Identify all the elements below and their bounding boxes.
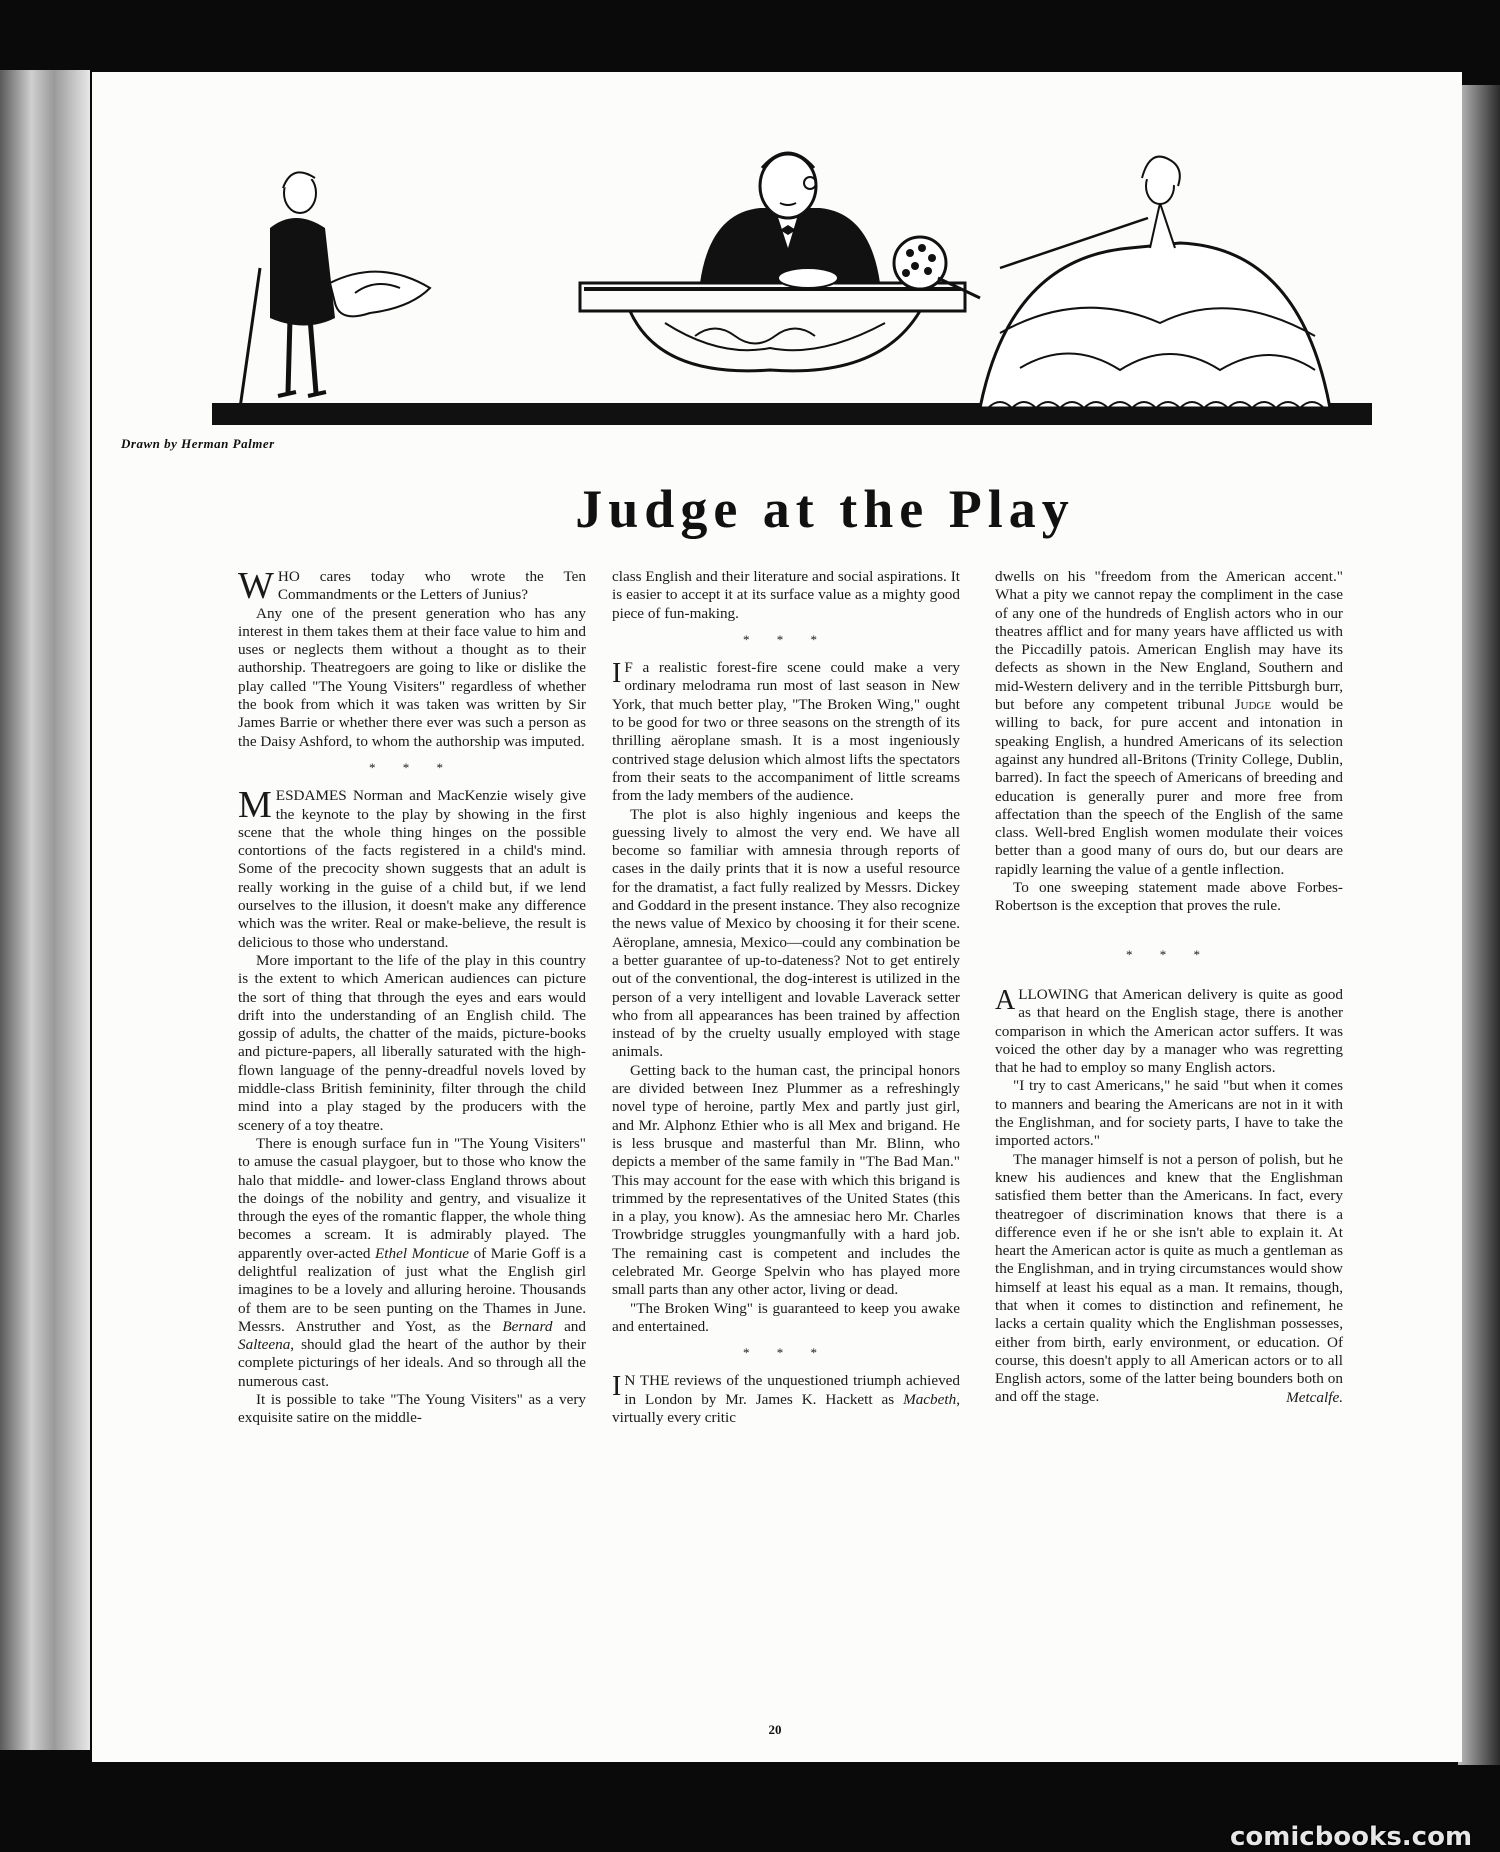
paragraph: "I try to cast Americans," he said "but when it comes to manners and bearing the Americans are not in it with the Englishman, and for society parts, I have to take the imported actors." bbox=[995, 1077, 1343, 1150]
section-divider: * * * bbox=[743, 1345, 829, 1361]
paragraph: The manager himself is not a person of polish, but he knew his audiences and knew that the Englishman satisfied them better than the Americans. In fact, every theatregoer of discrimination knows that there is a difference even if he or she isn't able to explain it. At heart the American actor is quite as much a gentleman as the Englishman, and in trying circumstances would show himself at least his equal as a man. It remains, though, that when it comes to distinction and refinement, he lacks a certain quality which the Englishman possesses, either from birth, early environment, or education. Of course, this doesn't apply to all American actors or to all English actors, some of the latter being bounders both on and off the stage. bbox=[995, 1150, 1343, 1406]
magazine-name: Judge bbox=[1234, 696, 1272, 714]
title-rest: at the Play bbox=[762, 479, 1075, 539]
page-number: 20 bbox=[768, 1722, 782, 1737]
paragraph bbox=[238, 565, 586, 607]
character-name: Salteena bbox=[238, 1336, 291, 1354]
page-title bbox=[0, 478, 1500, 540]
paragraph bbox=[995, 568, 1343, 879]
text-run: N THE reviews of the unquestioned triumph achieved in London by Mr. James K. Hackett as bbox=[624, 1372, 960, 1408]
paragraph bbox=[612, 659, 960, 805]
paragraph bbox=[612, 1372, 960, 1427]
text-run: , should glad the heart of the author by their complete picturings of her ideals. And so through all the numerous cast. bbox=[238, 1336, 586, 1390]
text-run: of Marie Goff is a delightful realization of just what the English girl imagines to be a lovely and alluring heroine. Thousands of them are to be seen punting on the Thames in June. Messrs. Anstruther and Yost, as the bbox=[238, 1244, 587, 1335]
section-divider: * * * bbox=[369, 759, 455, 775]
watermark: comicbooks.com bbox=[1230, 1822, 1473, 1852]
drop-cap: A bbox=[995, 984, 1016, 1016]
text-run: dwells on his "freedom from the American accent." What a pity we cannot repay the compliment in the case of any one of the hundreds of English actors who in our theatres afflict and for many years have afflicted us with the Piccadilly patois. American English may have its defects as shown in the New England, Southern and mid-Western delivery and in the terrible Pittsburgh burr, but before any competent tribunal bbox=[995, 568, 1343, 714]
illustration-credit: Drawn by Herman Palmer bbox=[121, 436, 275, 451]
text-run: and bbox=[552, 1317, 586, 1335]
drop-cap: M bbox=[238, 784, 272, 827]
drop-cap: W bbox=[238, 565, 274, 607]
paragraph: To one sweeping statement made above Forbes-Robertson is the exception that proves the rule. bbox=[995, 879, 1343, 915]
theatre-box-illustration bbox=[120, 108, 1392, 433]
paragraph: The plot is also highly ingenious and keeps the guessing lively to almost the very end. We have all become so familiar with amnesia through reports of cases in the daily prints that it is now a useful resource for the dramatist, a fact fully realized by Messrs. Dickey and Goddard in the present instance. They also recognize the news value of Mexico by choosing it for their scene. Aëroplane, amnesia, Mexico—could any combination be a better guarantee of up-to-dateness? Not to get entirely out of the conventional, the dog-interest is utilized in the person of a very intelligent and lovable Laverack setter who from all appearances has been trained by affection instead of by the cruelty usually employed with stage animals. bbox=[612, 805, 960, 1061]
text-run: , virtually every critic bbox=[612, 1390, 960, 1427]
paragraph: "The Broken Wing" is guaranteed to keep you awake and entertained. bbox=[612, 1299, 960, 1335]
paragraph bbox=[995, 986, 1343, 1077]
paragraph: It is possible to take "The Young Visiters" as a very exquisite satire on the middle- bbox=[238, 1391, 586, 1427]
paragraph: More important to the life of the play in this country is the extent to which American audiences can picture the sort of thing that through the eyes and ears would drift into the understanding of an English child. The gossip of adults, the chatter of the maids, picture-books and picture-papers, all liberally saturated with the high-flown language of the penny-dreadful novels loved by middle-class British femininity, filter through the child mind into a play staged by the producers with the scenery of a toy theatre. bbox=[238, 951, 586, 1134]
paragraph bbox=[238, 784, 586, 952]
section-divider: * * * bbox=[1126, 946, 1212, 962]
drop-cap: I bbox=[612, 658, 622, 690]
book-binding-left bbox=[0, 70, 90, 1750]
article-column-2 bbox=[612, 568, 960, 1427]
paragraph bbox=[238, 1135, 586, 1391]
character-name: Ethel Monticue bbox=[375, 1244, 469, 1262]
article-column-3 bbox=[995, 568, 1343, 1407]
character-name: Bernard bbox=[502, 1317, 553, 1335]
paragraph: Any one of the present generation who has any interest in them takes them at their face value to him and uses or neglects them without a thought as to their authorship. Theatregoers are going to like or dislike the play called "The Young Visiters" regardless of whether the book from which it was taken was written by Sir James Barrie or whether there ever was such a person as the Daisy Ashford, to whom the authorship was imputed. bbox=[238, 604, 586, 750]
paragraph: class English and their literature and social aspirations. It is easier to accept it at its surface value as a mighty good piece of fun-making. bbox=[612, 568, 960, 622]
text-run: would be willing to back, for pure accent and intonation in speaking English, a hundred Americans of its selection against any hundred all-Britons (Trinity College, Dublin, barred). In fact the speech of Americans of breeding and education is generally purer and more free from affectation than the speech of the English of the same class. Well-bred English women modulate their voices better than a good many of ours do, but our dears are rapidly learning the value of a gentle inflection. bbox=[995, 696, 1343, 878]
paragraph: Getting back to the human cast, the principal honors are divided between Inez Plummer as a refreshingly novel type of heroine, partly Mex and partly just girl, and Mr. Alphonz Ethier who is all Mex and brigand. He is less brusque and masterful than Mr. Blinn, who depicts a member of the same family in "The Bad Man." This may account for the ease with which this brigand is trimmed by the representatives of the United States (this in a play, you know). As the amnesiac hero Mr. Charles Trowbridge struggles youngmanfully with a hard job. The remaining cast is competent and includes the celebrated Mr. George Spelvin who has played more small parts than any other actor, living or dead. bbox=[612, 1061, 960, 1299]
section-divider: * * * bbox=[743, 631, 829, 647]
article-column-1 bbox=[238, 565, 587, 1428]
book-binding-right bbox=[1458, 85, 1500, 1765]
title-judge: Judge bbox=[575, 479, 744, 539]
character-name: Macbeth bbox=[903, 1390, 957, 1408]
paragraph-text: HO cares today who wrote the Ten Commandments or the Letters of Junius? bbox=[277, 568, 586, 604]
author-signature: Metcalfe. bbox=[1286, 1388, 1343, 1406]
text-run: There is enough surface fun in "The Young Visiters" to amuse the casual playgoer, but to those who know the halo that middle- and lower-class England throws about the doings of the nobility and gentry, and visualize it through the eyes of the romantic flapper, the whole thing becomes a scream. It is admirably played. The apparently over-acted bbox=[238, 1134, 586, 1262]
paragraph-text: F a realistic forest-fire scene could make a very ordinary melodrama run most of last season in New York, that much better play, "The Broken Wing," ought to be good for two or three seasons on the strength of its thrilling aëroplane smash. It is a most ingeniously contrived stage delusion which almost lifts the spectators from their seats to the accompaniment of little screams from the lady members of the audience. bbox=[612, 659, 960, 805]
paragraph-text: LLOWING that American delivery is quite as good as that heard on the English stage, there is another comparison in which the American actor suffers. It was voiced the other day by a manager who was regretting that he had to employ so many English actors. bbox=[995, 985, 1343, 1077]
drop-cap: I bbox=[612, 1371, 622, 1403]
paragraph-text: ESDAMES Norman and MacKenzie wisely give the keynote to the play by showing in the first scene that the whole thing hinges on the possible contortions of the facts registered in a child's mind. Some of the precocity shown suggests that an adult is really working in the guise of a child but, if we lend ourselves to the illusion, it doesn't make any difference which was the writer. Real or make-believe, the result is delicious to those who understand. bbox=[238, 787, 586, 951]
